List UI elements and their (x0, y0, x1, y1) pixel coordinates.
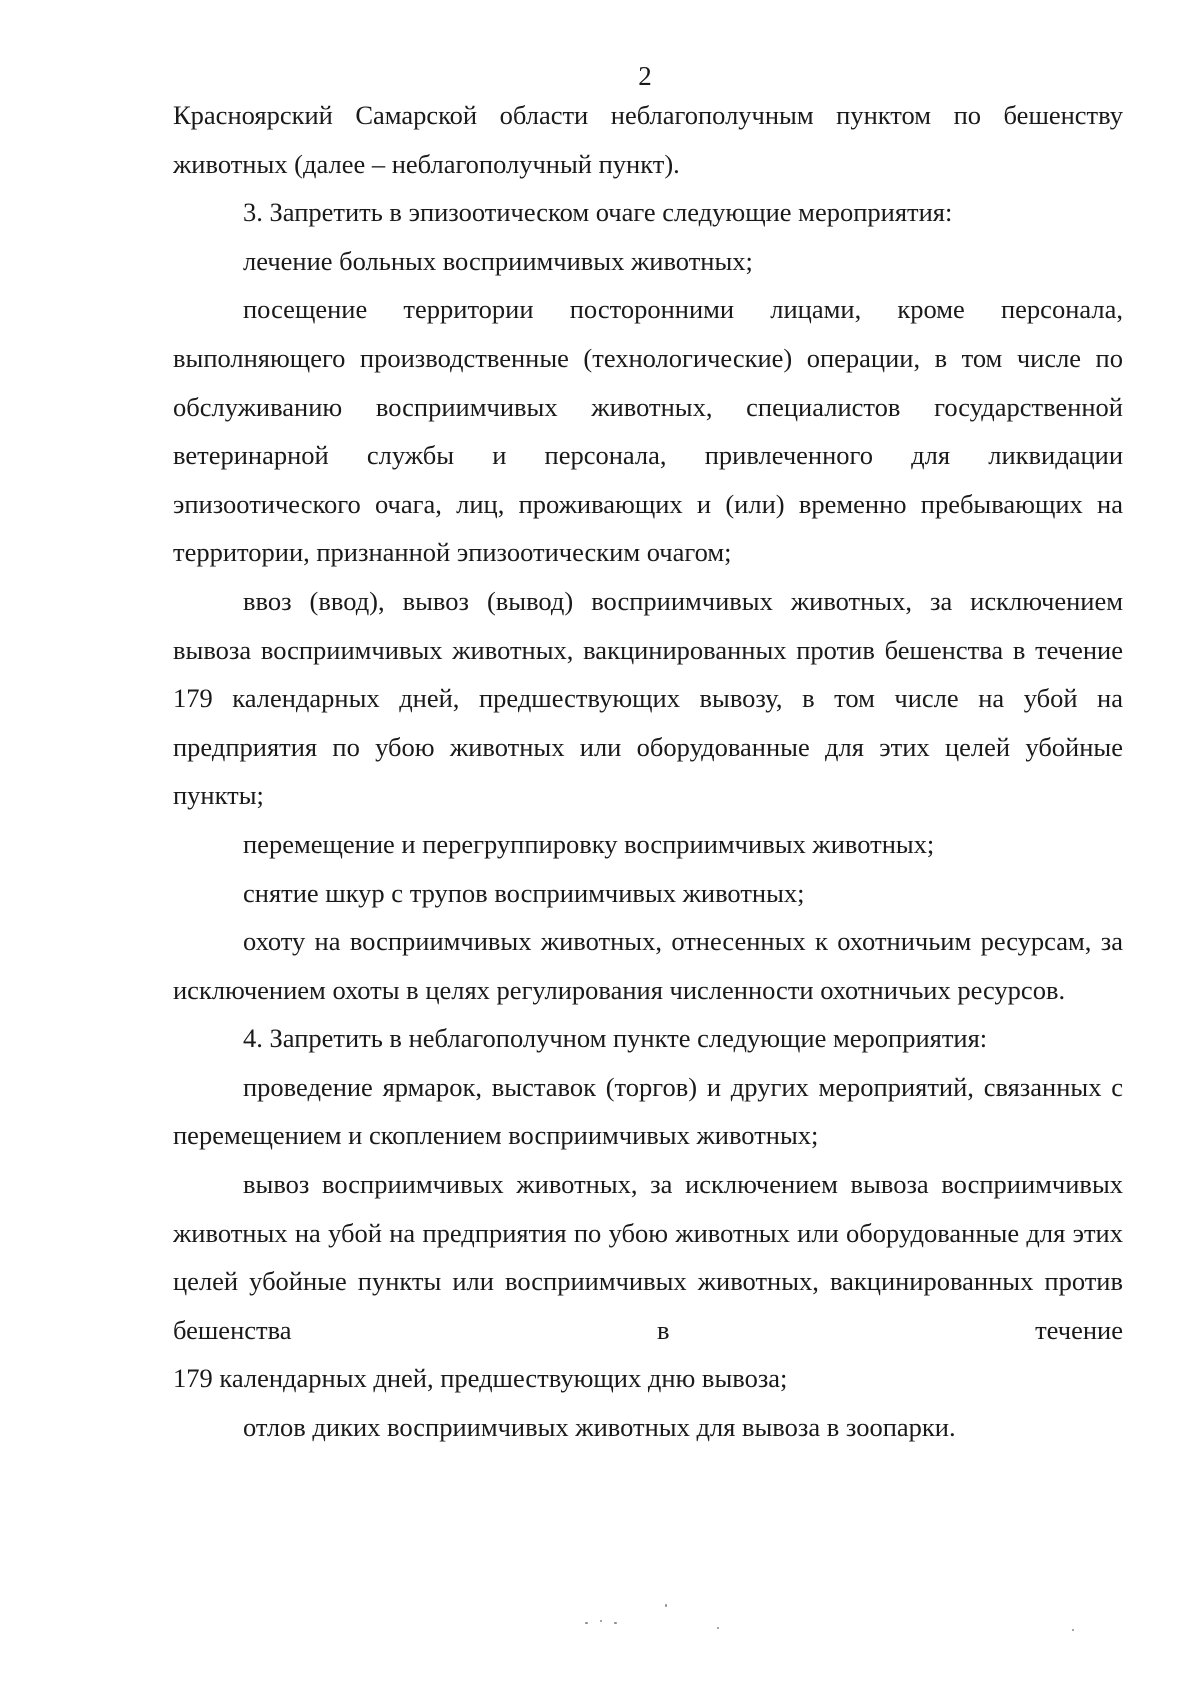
paragraph-continuation: Красноярский Самарской области неблагополучным пунктом по бешенству животных (далее – неблагополучный пункт). (173, 100, 1123, 179)
scan-speck (1072, 1629, 1074, 1631)
paragraph-item-3: 3. Запретить в эпизоотическом очаге следующие мероприятия: (243, 197, 953, 228)
paragraph-removal-ban-end: 179 календарных дней, предшествующих дню вывоза; (173, 1363, 788, 1394)
paragraph-regrouping-ban: перемещение и перегруппировку восприимчивых животных; (243, 828, 935, 859)
paragraph-hunting-ban: охоту на восприимчивых животных, отнесенных к охотничьим ресурсам, за исключением охоты в целях регулирования численности охотничьих ресурсов. (173, 926, 1123, 1005)
paragraph-visit-ban: посещение территории посторонними лицами, кроме персонала, выполняющего производственные (технологические) операции, в том числе по обслуживанию восприимчивых животных, специалистов государственной ветеринарной службы и персонала, привлеченного для ликвидации эпизоотического очага, лиц, проживающих и (или) временно пребывающих на территории, признанной эпизоотическим очагом; (173, 294, 1123, 568)
scan-speck (614, 1622, 617, 1624)
scan-speck (585, 1622, 588, 1624)
scan-speck (600, 1620, 602, 1622)
paragraph-item-4: 4. Запретить в неблагополучном пункте следующие мероприятия: (243, 1023, 988, 1054)
document-body (173, 91, 1123, 1452)
paragraph-removal-ban: вывоз восприимчивых животных, за исключением вывоза восприимчивых животных на убой на предприятия по убою животных или оборудованные для этих целей убойные пункты или восприимчивых животных, вакцинированных против бешенства в течение (173, 1169, 1123, 1345)
scan-speck (665, 1604, 667, 1607)
paragraph-treatment-ban: лечение больных восприимчивых животных; (243, 245, 753, 276)
scan-speck (717, 1627, 719, 1629)
paragraph-import-export-ban: ввоз (ввод), вывоз (вывод) восприимчивых животных, за исключением вывоза восприимчивых животных, вакцинированных против бешенства в течение 179 календарных дней, предшествующих вывозу, в том числе на убой на предприятия по убою животных или оборудованные для этих целей убойные пункты; (173, 585, 1123, 811)
page-number: 2 (638, 61, 652, 91)
paragraph-capture-ban: отлов диких восприимчивых животных для вывоза в зоопарки. (243, 1412, 956, 1443)
paragraph-skinning-ban: снятие шкур с трупов восприимчивых животных; (243, 877, 805, 908)
paragraph-fairs-ban: проведение ярмарок, выставок (торгов) и других мероприятий, связанных с перемещением и скоплением восприимчивых животных; (173, 1071, 1123, 1151)
